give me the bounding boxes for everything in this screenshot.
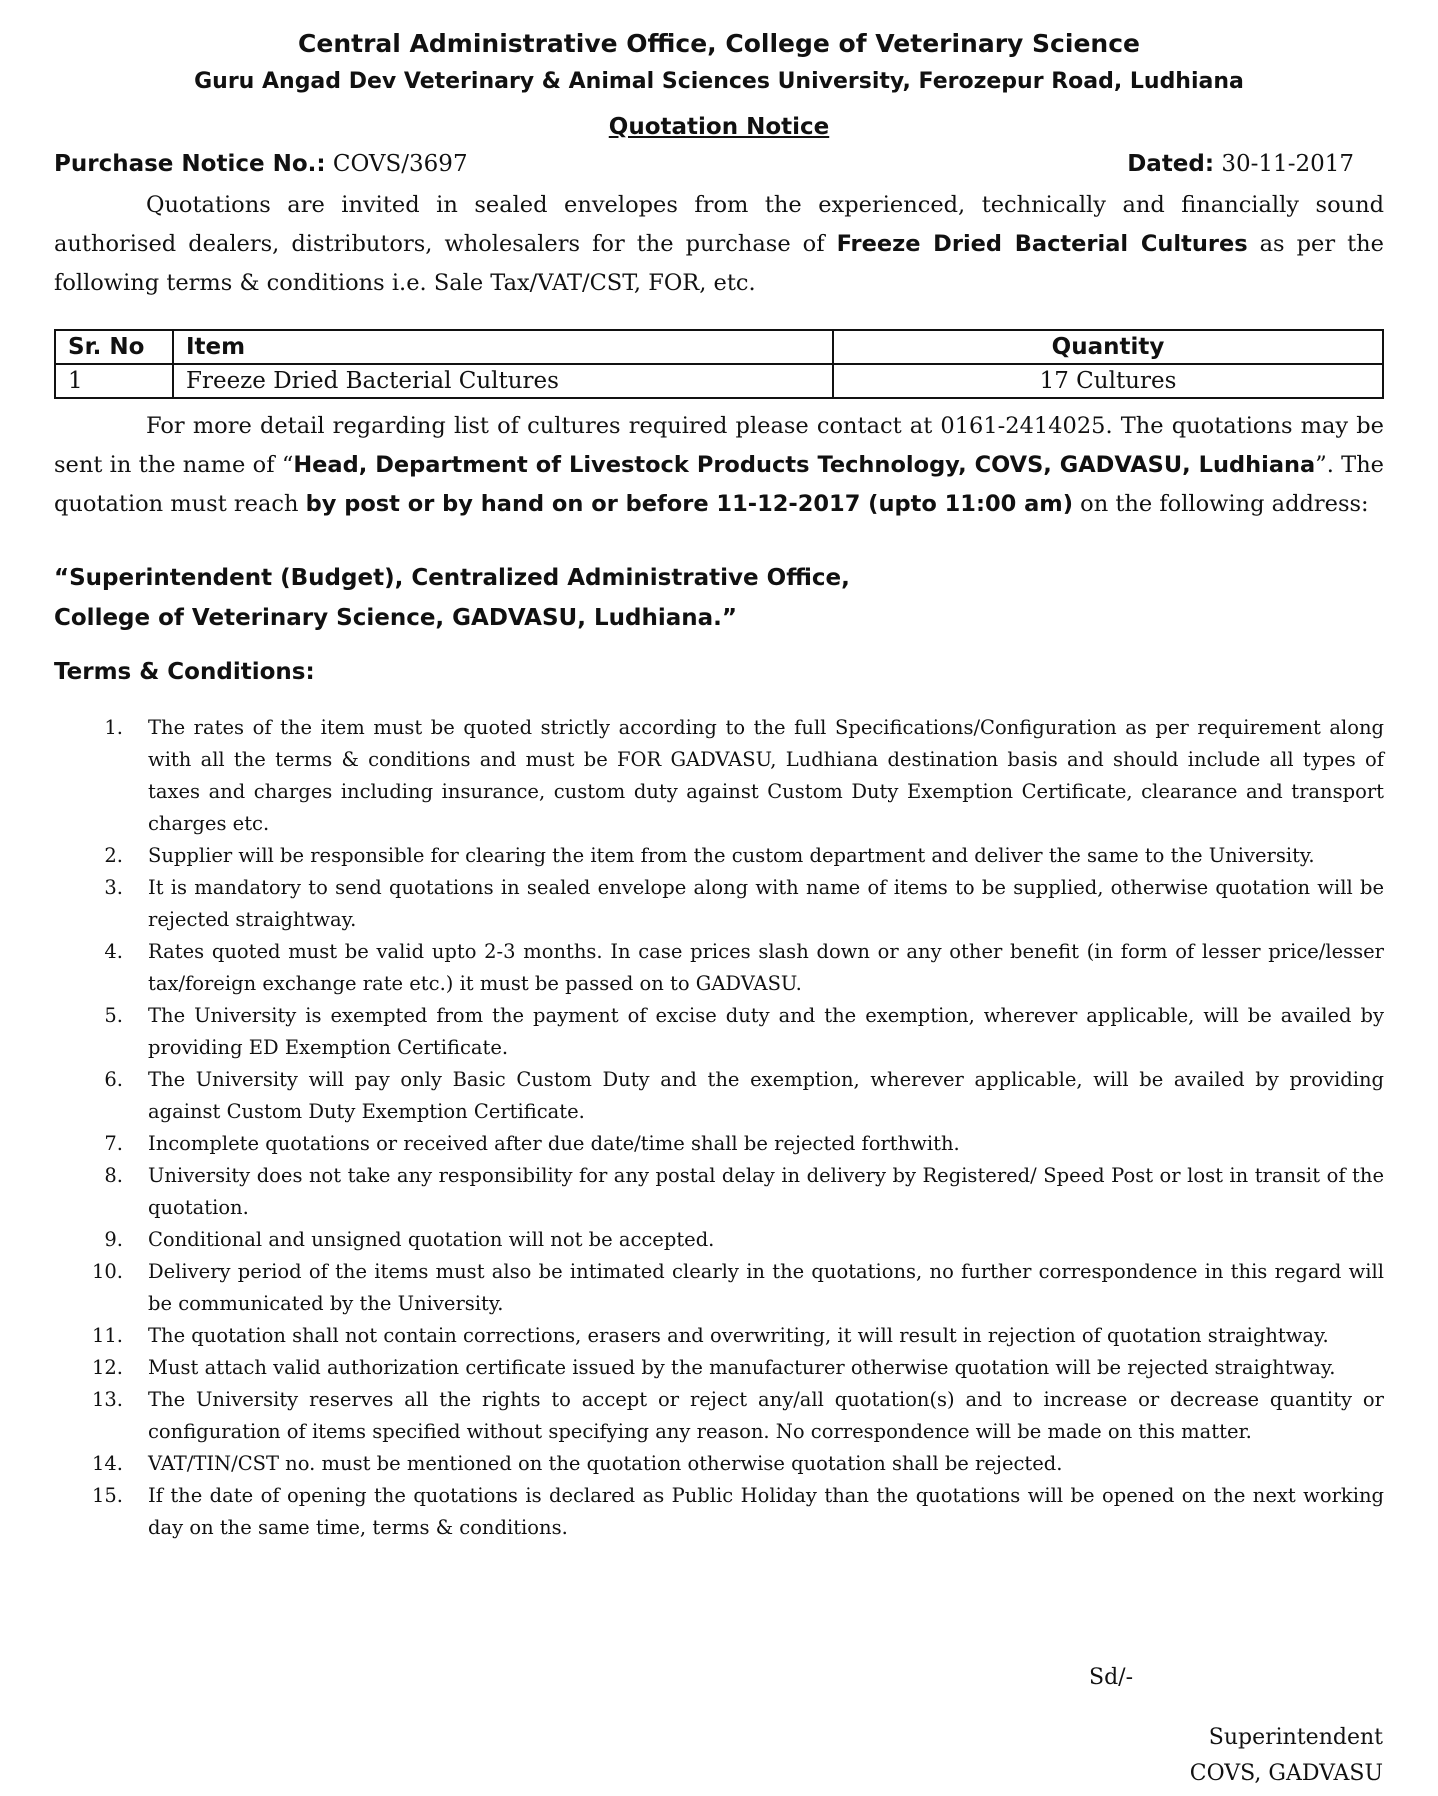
- intro-text-1: Quotations are invited in sealed envelopes from the experienced, technically and financially sound authorised dealers, distributors, wholesalers for the purchase of: [54, 192, 1384, 257]
- signature-title: Superintendent: [1208, 1725, 1383, 1750]
- table-row: [55, 364, 1383, 398]
- term-number: 4.: [104, 940, 123, 963]
- signature-org: COVS, GADVASU: [1189, 1761, 1383, 1786]
- term-text: Conditional and unsigned quotation will not be accepted.: [148, 1228, 715, 1251]
- list-item: [54, 1384, 1384, 1448]
- header-quantity: Quantity: [833, 330, 1383, 364]
- list-item: [54, 1352, 1384, 1384]
- notice-meta: [54, 146, 1384, 182]
- terms-heading: Terms & Conditions:: [54, 659, 315, 685]
- list-item: [54, 872, 1384, 936]
- term-text: The University is exempted from the payment of excise duty and the exemption, wherever applicable, will be availed by providing ED Exemption Certificate.: [148, 1004, 1384, 1059]
- term-number: 7.: [104, 1132, 123, 1155]
- term-text: VAT/TIN/CST no. must be mentioned on the quotation otherwise quotation shall be rejected.: [148, 1452, 1063, 1475]
- term-number: 1.: [104, 716, 123, 739]
- term-number: 10.: [91, 1260, 123, 1283]
- term-text: Incomplete quotations or received after due date/time shall be rejected forthwith.: [148, 1132, 960, 1155]
- term-text: The University will pay only Basic Custom Duty and the exemption, wherever applicable, will be availed by providing against Custom Duty Exemption Certificate.: [148, 1068, 1384, 1123]
- term-text: Rates quoted must be valid upto 2-3 months. In case prices slash down or any other benefit (in form of lesser price/lesser tax/foreign exchange rate etc.) it must be passed on to GADVASU.: [148, 940, 1384, 995]
- term-number: 3.: [104, 876, 123, 899]
- address-line-1: “Superintendent (Budget), Centralized Administrative Office,: [54, 565, 850, 591]
- notice-page: [54, 24, 1384, 1544]
- term-text: The quotation shall not contain corrections, erasers and overwriting, it will result in rejection of quotation straightway.: [148, 1324, 1329, 1347]
- cell-quantity: 17 Cultures: [833, 364, 1383, 398]
- intro-item: Freeze Dried Bacterial Cultures: [836, 231, 1248, 257]
- term-number: 13.: [91, 1388, 123, 1411]
- term-number: 14.: [91, 1452, 123, 1475]
- term-number: 8.: [104, 1164, 123, 1187]
- details-text-1: For more detail regarding list of cultures required please contact at 0161-2414025. The quotations may be sent in the name of “: [54, 413, 1384, 478]
- details-text-3: on the following address:: [1073, 491, 1369, 517]
- intro-paragraph: [54, 186, 1384, 303]
- list-item: [54, 1160, 1384, 1224]
- terms-list: [54, 712, 1384, 1544]
- list-item: [54, 1448, 1384, 1480]
- term-number: 15.: [91, 1484, 123, 1507]
- term-number: 6.: [104, 1068, 123, 1091]
- cell-item: Freeze Dried Bacterial Cultures: [173, 364, 833, 398]
- table-header-row: [55, 330, 1383, 364]
- list-item: [54, 936, 1384, 1000]
- list-item: [54, 1256, 1384, 1320]
- list-item: [54, 1480, 1384, 1544]
- signature-sd: Sd/-: [1089, 1665, 1133, 1690]
- header-sr: Sr. No: [55, 330, 173, 364]
- term-text: If the date of opening the quotations is declared as Public Holiday than the quotations will be opened on the next working day on the same time, terms & conditions.: [148, 1484, 1384, 1539]
- notice-date-label: Dated:: [1127, 151, 1215, 177]
- header-item: Item: [173, 330, 833, 364]
- term-text: It is mandatory to send quotations in sealed envelope along with name of items to be supplied, otherwise quotation will be rejected straightway.: [148, 876, 1384, 931]
- notice-number-label: Purchase Notice No.:: [54, 151, 326, 177]
- list-item: [54, 1128, 1384, 1160]
- term-text: Must attach valid authorization certificate issued by the manufacturer otherwise quotation will be rejected straightway.: [148, 1356, 1336, 1379]
- notice-number-value: COVS/3697: [325, 151, 468, 177]
- header-office: Central Administrative Office, College of Veterinary Science: [298, 29, 1140, 58]
- notice-number: [54, 146, 468, 182]
- term-number: 9.: [104, 1228, 123, 1251]
- term-number: 2.: [104, 844, 123, 867]
- list-item: [54, 840, 1384, 872]
- details-deadline: by post or by hand on or before 11-12-2017 (upto 11:00 am): [305, 491, 1073, 517]
- term-text: The rates of the item must be quoted strictly according to the full Specifications/Configuration as per requirement along with all the terms & conditions and must be FOR GADVASU, Ludhiana destination basis and should include all types of taxes and charges including insurance, custom duty against Custom Duty Exemption Certificate, clearance and transport charges etc.: [148, 716, 1384, 835]
- cell-sr: 1: [55, 364, 173, 398]
- notice-date: [1127, 146, 1354, 182]
- term-text: Delivery period of the items must also be intimated clearly in the quotations, no further correspondence in this regard will be communicated by the University.: [148, 1260, 1384, 1315]
- list-item: [54, 1224, 1384, 1256]
- term-number: 5.: [104, 1004, 123, 1027]
- term-text: The University reserves all the rights to accept or reject any/all quotation(s) and to increase or decrease quantity or configuration of items specified without specifying any reason. No correspondence will be made on this matter.: [148, 1388, 1384, 1443]
- delivery-address: [54, 558, 1384, 638]
- notice-date-value: 30-11-2017: [1214, 151, 1354, 177]
- header-university: Guru Angad Dev Veterinary & Animal Sciences University, Ferozepur Road, Ludhiana: [194, 69, 1244, 94]
- address-line-2: College of Veterinary Science, GADVASU, Ludhiana.”: [54, 605, 737, 631]
- term-number: 12.: [91, 1356, 123, 1379]
- list-item: [54, 1000, 1384, 1064]
- list-item: [54, 1064, 1384, 1128]
- term-number: 11.: [91, 1324, 123, 1347]
- term-text: University does not take any responsibility for any postal delay in delivery by Registered/ Speed Post or lost in transit of the quotation.: [148, 1164, 1384, 1219]
- items-table: [54, 329, 1384, 399]
- term-text: Supplier will be responsible for clearing the item from the custom department and deliver the same to the University.: [148, 844, 1315, 867]
- list-item: [54, 1320, 1384, 1352]
- list-item: [54, 712, 1384, 840]
- details-recipient: Head, Department of Livestock Products Technology, COVS, GADVASU, Ludhiana: [293, 452, 1316, 478]
- details-text-2: ”. The quotation must reach: [54, 452, 1384, 517]
- page-title: Quotation Notice: [608, 114, 830, 140]
- details-paragraph: [54, 407, 1384, 524]
- intro-text-2: as per the following terms & conditions i.e. Sale Tax/VAT/CST, FOR, etc.: [54, 231, 1384, 296]
